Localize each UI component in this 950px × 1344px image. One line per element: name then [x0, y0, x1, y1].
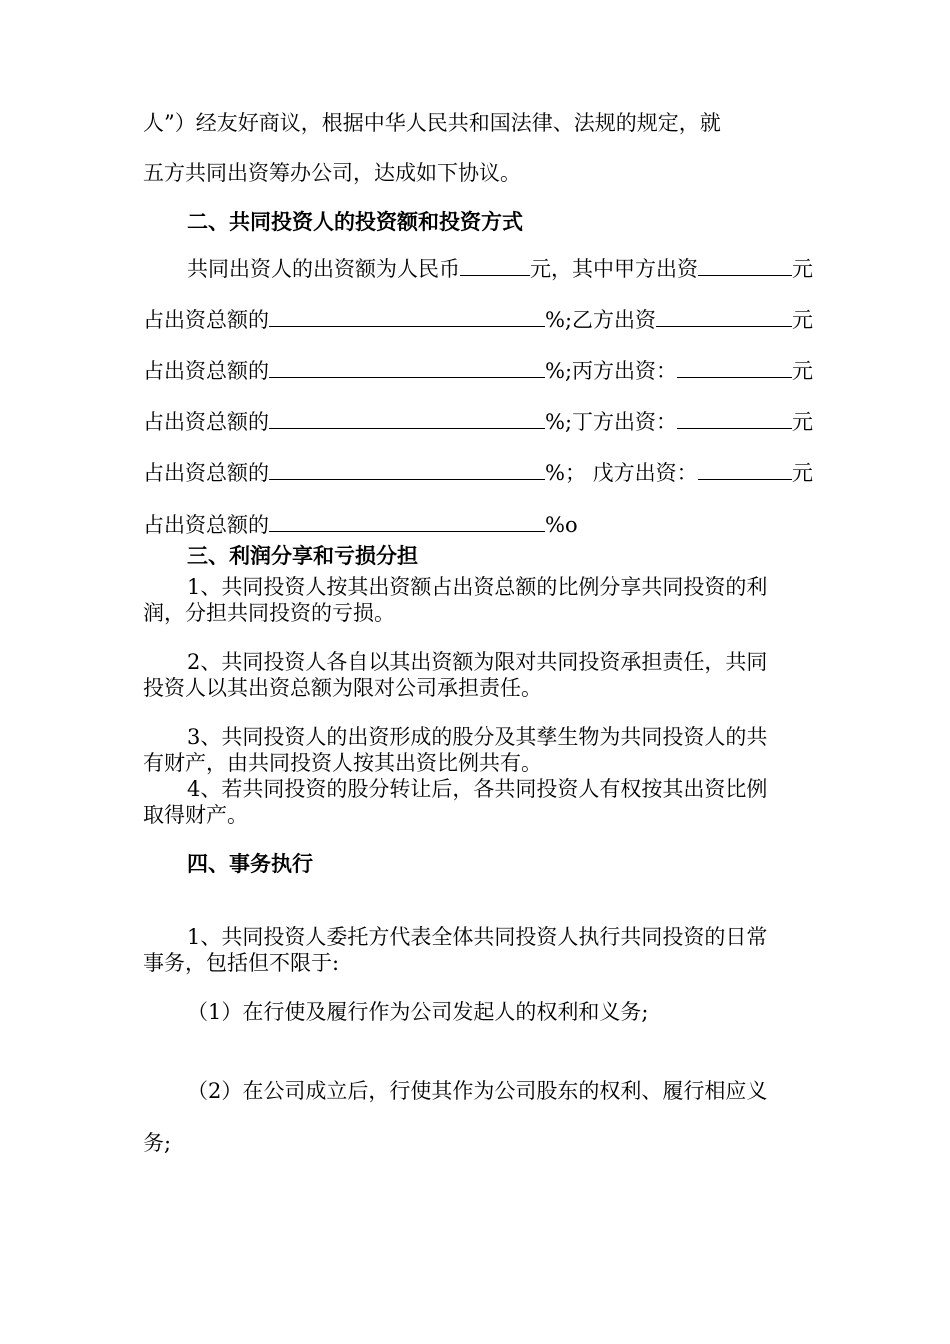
paragraph-line: 3、共同投资人的出资形成的股分及其孳生物为共同投资人的共	[187, 725, 768, 749]
list-item: （1）在行使及履行作为公司发起人的权利和义务;	[187, 1000, 649, 1024]
paragraph-line: 有财产，由共同投资人按其出资比例共有。	[143, 751, 542, 775]
contribution-line-1	[187, 255, 813, 282]
contribution-text: 占出资总额的	[143, 461, 269, 485]
contribution-text: %;丙方出资：	[545, 359, 678, 383]
contribution-text: 占出资总额的	[143, 308, 269, 332]
section-heading-4: 四、事务执行	[187, 851, 313, 876]
paragraph-line: 取得财产。	[143, 803, 248, 827]
contribution-text: %;乙方出资	[545, 308, 657, 332]
paragraph-line: 1、共同投资人按其出资额占出资总额的比例分享共同投资的利	[187, 575, 768, 599]
contribution-text: 元	[792, 461, 813, 485]
section-heading-2: 二、共同投资人的投资额和投资方式	[187, 209, 523, 234]
contribution-text: 元	[792, 410, 813, 434]
amount-blank	[677, 357, 792, 378]
contribution-text: 元，其中甲方出资	[530, 257, 698, 281]
paragraph-line: 1、共同投资人委托方代表全体共同投资人执行共同投资的日常	[187, 925, 768, 949]
contribution-line-5	[143, 459, 813, 486]
contribution-text: %o	[545, 513, 578, 537]
list-item: （2）在公司成立后，行使其作为公司股东的权利、履行相应义	[187, 1079, 768, 1103]
percent-blank	[269, 511, 545, 532]
percent-blank	[269, 408, 545, 429]
amount-blank	[698, 459, 792, 480]
paragraph-line: 事务，包括但不限于:	[143, 951, 340, 975]
contribution-text: 共同出资人的出资额为人民币	[187, 257, 460, 281]
contribution-line-6	[143, 511, 813, 538]
section-heading-3: 三、利润分享和亏损分担	[187, 543, 418, 568]
paragraph-line: 润，分担共同投资的亏损。	[143, 601, 395, 625]
paragraph-line: 务;	[143, 1131, 172, 1155]
contribution-text: 元	[792, 257, 813, 281]
amount-blank	[677, 408, 792, 429]
percent-blank	[269, 306, 545, 327]
contribution-line-4	[143, 408, 813, 435]
contribution-text: 元	[792, 359, 813, 383]
contribution-text: 占出资总额的	[143, 513, 269, 537]
contribution-text: 元	[792, 308, 813, 332]
percent-blank	[269, 459, 545, 480]
amount-blank	[656, 306, 792, 327]
contribution-line-2	[143, 306, 813, 333]
contribution-line-3	[143, 357, 813, 384]
percent-blank	[269, 357, 545, 378]
amount-blank	[698, 255, 792, 276]
paragraph-line: 人”）经友好商议，根据中华人民共和国法律、法规的规定，就	[143, 111, 721, 135]
paragraph-line: 4、若共同投资的股分转让后，各共同投资人有权按其出资比例	[187, 777, 768, 801]
contribution-text: %;丁方出资：	[545, 410, 678, 434]
contribution-text: 占出资总额的	[143, 410, 269, 434]
contribution-text: 占出资总额的	[143, 359, 269, 383]
amount-blank	[460, 255, 530, 276]
contribution-text: %； 戊方出资：	[545, 461, 698, 485]
paragraph-line: 投资人以其出资总额为限对公司承担责任。	[143, 676, 542, 700]
paragraph-line: 2、共同投资人各自以其出资额为限对共同投资承担责任，共同	[187, 650, 768, 674]
paragraph-line: 五方共同出资筹办公司，达成如下协议。	[143, 161, 521, 185]
